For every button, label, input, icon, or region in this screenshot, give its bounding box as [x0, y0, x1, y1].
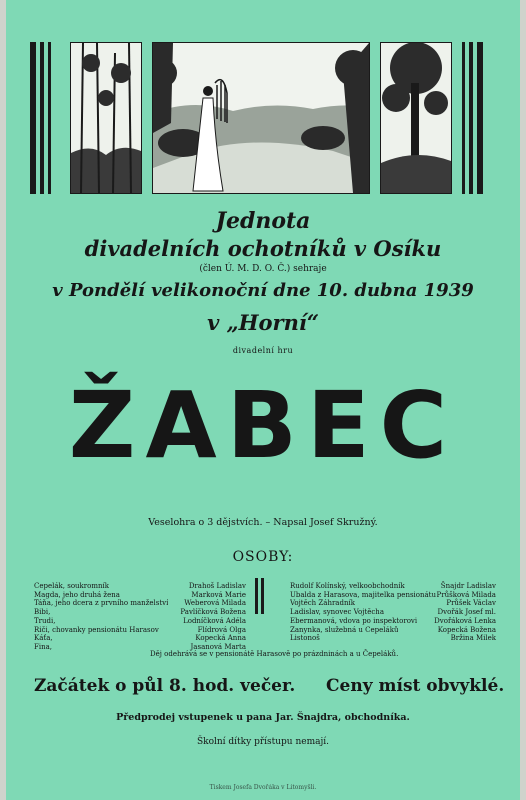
printer-imprint: Tiskem Josefa Dvořáka v Litomyšli.	[209, 784, 317, 791]
decorative-stripes-right	[462, 42, 490, 194]
cast-row: Žanynka, služebná u Čepeláků Kopecká Božena	[290, 625, 496, 634]
illustration-banner	[30, 42, 490, 194]
cast-row: Ladislav, synovec Vojtěcha Dvořák Josef ml.	[290, 608, 496, 617]
birch-forest-panel-left	[70, 42, 142, 194]
cast-heading: OSOBY:	[232, 549, 294, 565]
setting-note: Děj odehrává se v pensionátě Harasově po prázdninách a u Čepeláků.	[150, 650, 399, 658]
venue: v „Horní“	[207, 310, 319, 335]
play-intro: divadelní hru	[232, 346, 294, 355]
play-title: ŽABEC	[68, 372, 458, 479]
society-name-line1: Jednota	[215, 208, 311, 234]
performance-date: v Pondělí velikonoční dne 10. dubna 1939	[52, 280, 474, 301]
harp-player-landscape-panel	[152, 42, 370, 194]
presale-info: Předprodej vstupenek u pana Jar. Šnajdra, obchodníka.	[116, 712, 410, 723]
cast-row: Riči, chovanky pensionátu Harasov Flídrová Olga	[34, 625, 246, 634]
cast-row: Bibi, Pavlíčková Božena	[34, 608, 246, 617]
cast-list-left	[34, 582, 246, 652]
cast-row: Rudolf Kolínský, velkoobchodník Šnajdr Ladislav	[290, 582, 496, 590]
cast-row: Magda, jeho druhá žena Marková Marie	[34, 590, 246, 599]
cast-row: Ubalda z Harasova, majitelka pensionátu Průšková Milada	[290, 590, 496, 599]
membership-note: (člen Ú. M. D. O. Č.) sehraje	[199, 264, 327, 274]
cast-row: Vojtěch Záhradník Průšek Václav	[290, 599, 496, 608]
cast-row: Trudi, Lodníčková Adéla	[34, 616, 246, 625]
cast-divider-bar	[255, 578, 258, 614]
cast-row: Káťa, Kopecká Anna	[34, 634, 246, 643]
ticket-prices: Ceny míst obvyklé.	[326, 676, 505, 696]
cast-row: Ebermanová, vdova po inspektorovi Dvořáková Lenka	[290, 616, 496, 625]
decorative-stripes-left	[30, 42, 58, 194]
children-note: Školní dítky přístupu nemají.	[196, 737, 330, 747]
cast-row: Fina, Jasanová Marta	[34, 642, 246, 651]
cast-list-right	[290, 582, 496, 643]
cast-row: Táňa, jeho dcera z prvního manželství Weberová Milada	[34, 599, 246, 608]
cast-divider-bar	[261, 578, 264, 614]
start-time: Začátek o půl 8. hod. večer.	[34, 676, 296, 696]
forest-panel-right	[380, 42, 452, 194]
society-name-line2: divadelních ochotníků v Osíku	[84, 236, 442, 261]
cast-row: Čepelák, soukromník Drahoš Ladislav	[34, 582, 246, 590]
cast-row: Listonoš Bržina Milek	[290, 634, 496, 643]
play-subtitle: Veselohra o 3 dějstvích. – Napsal Josef Skružný.	[148, 517, 378, 528]
